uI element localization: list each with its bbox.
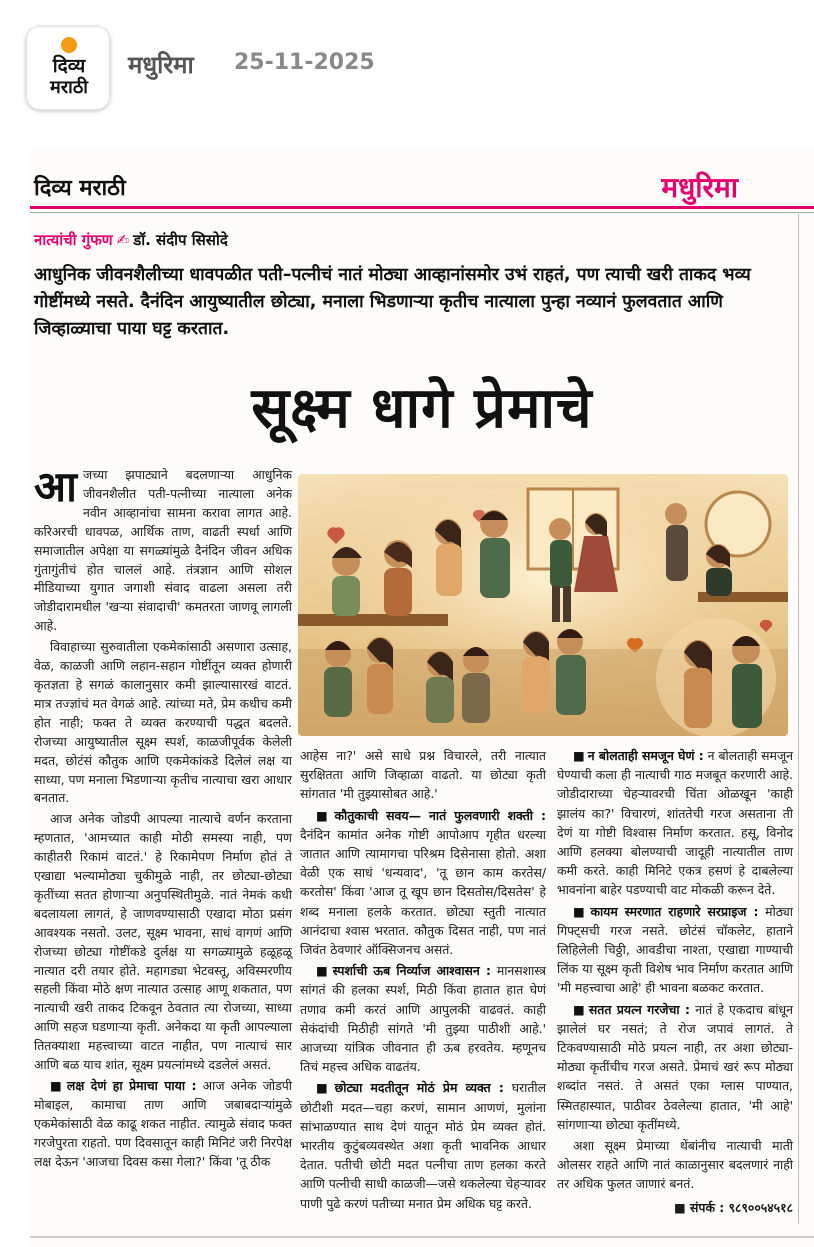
subsection-body: मानसशास्त्र सांगतं की हलका स्पर्श, मिठी किंवा हातात हात घेणं तणाव कमी करतं आणि आपुलकी वाढवतं. काही सेकंदांची मिठीही सांगते 'मी तुझ्या पाठीशी आहे.' आजच्या यांत्रिक जीवनात ही ऊब हरवतेय. म्हणूनच तिचं महत्त्व अधिक वाढतंय. [300,963,546,1075]
subsection-body: दैनंदिन कामांत अनेक गोष्टी आपोआप गृहीत धरल्या जातात आणि त्यामागचा परिश्रम दिसेनासा होतो. अशा वेळी एक साधं 'धन्यवाद', 'तू छान काम करतेस/करतोस' किंवा 'आज तू खूप छान दिसतोस/दिसतेस' हे शब्द मनाला हलके करतात. छोट्या स्तुती नात्यात आनंदाचा श्वास भरतात. कौतुक दिसत नाही, पण नातं जिवंत ठेवणारं ऑक्सिजनच असतं. [300,826,546,958]
illustration-drawing [298,474,788,736]
supplement-title: मधुरिमा [128,51,194,79]
logo-line1: दिव्य [52,55,86,77]
page-bottom-rule [30,1236,814,1238]
paragraph-text: जच्या झपाट्याने बदलणाऱ्या आधुनिक जीवनशैलीत पती-पत्नीच्या नात्याला अनेक नवीन आव्हानांचा सामना करावा लागत आहे. करिअरची धावपळ, आर्थिक ताण, वाढती स्पर्धा आणि समाजातील अपेक्षा या सगळ्यांमुळे दैनंदिन जीवन अधिक गुंतागुंतीचं होत चाललं आहे. तंत्रज्ञान आणि सोशल मीडियाच्या युगात जगाशी संवाद वाढला असला तरी जोडीदारामधील 'खऱ्या संवादाची' कमतरता जाणवू लागली आहे. [34,467,292,634]
edition-date: 25-11-2025 [234,50,375,75]
masthead-thin-rule [30,212,814,213]
closing-paragraph: अशा सूक्ष्म प्रेमाच्या थेंबांनीच नात्याची माती ओलसर राहते आणि नातं काळानुसार बदलणारं नाही तर अधिक फुलत जाणारं बनतं. [557,1138,793,1192]
contact-number: ■ संपर्क : ९८९००५४५१८ [674,1199,793,1215]
article-column-3 [557,746,793,1217]
right-column-rule [798,214,799,1224]
paragraph [34,462,292,636]
sun-icon [61,37,77,53]
subsection-body: मोठ्या गिफ्ट्सची गरज नसते. छोटंसं चॉकलेट, हाताने लिहिलेली चिठ्ठी, आवडीचा नाश्ता, एखाद्या गाण्याची लिंक या सूक्ष्म कृती विशेष भाव निर्माण करतात आणि 'मी महत्त्वाचा आहे' ही भावना बळकट करतात. [557,903,793,996]
subsection [557,902,793,998]
subsection [34,1077,292,1172]
column-name: नात्यांची गुंफण [34,231,113,249]
masthead-left: दिव्य मराठी [34,176,126,201]
subsection [300,1078,546,1212]
bullet-icon: ■ [316,807,332,823]
bullet-icon: ■ [316,1080,332,1096]
bullet-icon: ■ [50,1078,64,1093]
subsection-heading: कायम स्मरणात राहणारे सरप्राइज : [590,903,759,919]
masthead-rule [30,206,814,209]
pen-icon: ✍ [116,231,130,249]
subsection [300,961,546,1076]
author-name: डॉ. संदीप सिसोदे [133,231,228,249]
subsection-body: नातं हे एकदाच बांधून झालेलं घर नसतं; ते रोज जपावं लागतं. ते टिकवण्यासाठी मोठे प्रयत्न नाही, तर अशा छोट्या-मोठ्या कृतींचीच गरज असते. प्रेमाचं खरं रूप मोठ्या शब्दांत नसतं. ते असतं एका ग्लास पाण्यात, स्मितहास्यात, पाठीवर ठेवलेल्या हातात, 'मी आहे' सांगणाऱ्या छोट्या कृतींमध्ये. [557,1001,793,1132]
couple-illustration [298,474,788,736]
drop-cap: आ [34,462,77,511]
article-column-2 [300,746,546,1215]
subsection-heading: न बोलताही समजून घेणं : [587,748,704,763]
subsection-body: न बोलताही समजून घेण्याची कला ही नात्याची गाठ मजबूत करणारी आहे. जोडीदाराच्या चेहऱ्यावरची चिंता ओळखून 'काही झालंय का?' विचारणं, शांततेची गरज असताना ती देणं या गोष्टी विश्वास निर्माण करतात. हसू, विनोद आणि हलक्या बोलण्याची जादूही नात्यातील ताण कमी करते. काही मिनिटे एकत्र हसणं हे दाबलेल्या भावनांना बाहेर पडण्याची वाट मोकळी करून देते. [557,748,794,898]
subsection [300,806,546,960]
subsection-heading: छोट्या मदतीतून मोठं प्रेम व्यक्त : [334,1080,504,1096]
article-headline: सूक्ष्म धागे प्रेमाचे [251,376,593,441]
paragraph: आज अनेक जोडपी आपल्या नात्याचे वर्णन करताना म्हणतात, 'आमच्यात काही मोठी समस्या नाही, पण काहीतरी रिकामं वाटतं.' हे रिकामेपण निर्माण होतं ते एखाद्या भल्यामोठ्या चुकीमुळे नाही, तर छोट्या-छोट्या कृतींच्या सतत होणाऱ्या अनुपस्थितीमुळे. नातं नेमकं कधी बदलायला लागतं, हे जाणवण्यासाठी एखादा मोठा प्रसंग आवश्यक नसतो. उलट, सूक्ष्म भावना, साधं वागणं आणि रोजच्या छोट्या गोष्टींकडे दुर्लक्ष या सगळ्यामुळे हळूहळू नात्यात दरी तयार होते. महागड्या भेटवस्तू, अविस्मरणीय सहली किंवा मोठे क्षण नात्यात उत्साह आणू शकतात, पण नात्याची खरी ताकद टिकवून ठेवतात त्या रोजच्या, साध्या आणि सहज घडणाऱ्या कृती. अनेकदा या कृती आपल्याला तितक्याशा महत्त्वाच्या वाटत नाहीत, पण नात्याचं सार आणि बळ याच शांत, सूक्ष्म प्रयत्नांमध्ये दडलेलं असतं. [34,811,292,1073]
subsection-heading: कौतुकाची सवय— नातं फुलवणारी शक्ती : [334,807,546,823]
subsection [557,746,793,900]
bullet-icon: ■ [316,963,330,979]
subsection-body: घरातील छोटीशी मदत—चहा करणं, सामान आणणं, मुलांना सांभाळण्यात साथ देणं यातून मोठं प्रेम व्यक्त होतं. भारतीय कुटुंबव्यवस्थेत अशा कृती भावनिक आधार देतात. पतीची छोटी मदत पत्नीचा ताण हलका करते आणि पत्नीची साधी काळजी—जसे थकलेल्या चेहऱ्यावर पाणी पुढे करणं पतीच्या मनात प्रेम अधिक घट्ट करते. [300,1080,546,1211]
byline [34,230,228,250]
article-column-1 [34,462,292,1174]
subsection-heading: स्पर्शाची ऊब निर्व्याज आश्वासन : [332,963,491,979]
bullet-icon: ■ [573,1001,586,1017]
subsection-heading: सतत प्रयत्न गरजेचा : [588,1001,691,1017]
bullet-icon: ■ [573,903,588,919]
subsection-body: आज अनेक जोडपी मोबाइल, कामाचा ताण आणि जबाबदाऱ्यांमुळे एकमेकांसाठी वेळ काढू शकत नाहीत. त्यामुळे संवाद फक्त गरजेपुरता राहतो. पण दिवसातून काही मिनिटं जरी निरपेक्ष लक्ष देऊन 'आजचा दिवस कसा गेला?' किंवा 'तू ठीक [34,1078,292,1169]
subsection [557,1000,793,1134]
logo-line2: मराठी [50,77,88,98]
masthead-right: मधुरिमा [661,171,738,204]
newspaper-page [30,150,814,1247]
paragraph: विवाहाच्या सुरुवातीला एकमेकांसाठी असणारा उत्साह, वेळ, काळजी आणि लहान-सहान गोष्टींतून व्यक्त होणारी कृतज्ञता हे सगळं कालानुसार कमी झाल्यासारखं वाटतं. मात्र तज्ज्ञांचं मत वेगळं आहे. त्यांच्या मते, प्रेम कधीच कमी होत नाही; फक्त ते व्यक्त करण्याची पद्धत बदलते. रोजच्या आयुष्यातील सूक्ष्म स्पर्श, काळजीपूर्वक केलेली मदत, छोटंसं कौतुक आणि एकमेकांकडे दिलेलं लक्ष या साध्या, पण मनाला भिडणाऱ्या कृतीच नात्याचा खरा आधार बनतात. [34,639,292,806]
divya-marathi-logo[interactable] [26,26,110,110]
intro-deck: आधुनिक जीवनशैलीच्या धावपळीत पती–पत्नीचं नातं मोठ्या आव्हानांसमोर उभं राहतं, पण त्याची खरी ताकद भव्य गोष्टींमध्ये नसते. दैनंदिन आयुष्यातील छोट्या, मनाला भिडणाऱ्या कृतीच नात्याला पुन्हा नव्यानं फुलवतात आणि जिव्हाळ्याचा पाया घट्ट करतात. [34,265,751,339]
paragraph: आहेस ना?' असे साधे प्रश्न विचारले, तरी नात्यात सुरक्षितता आणि जिव्हाळा वाढतो. या छोट्या कृती सांगतात 'मी तुझ्यासोबत आहे.' [300,748,546,802]
app-header [0,0,814,140]
subsection-heading: लक्ष देणं हा प्रेमाचा पाया : [66,1078,197,1093]
bullet-icon: ■ [573,748,585,763]
